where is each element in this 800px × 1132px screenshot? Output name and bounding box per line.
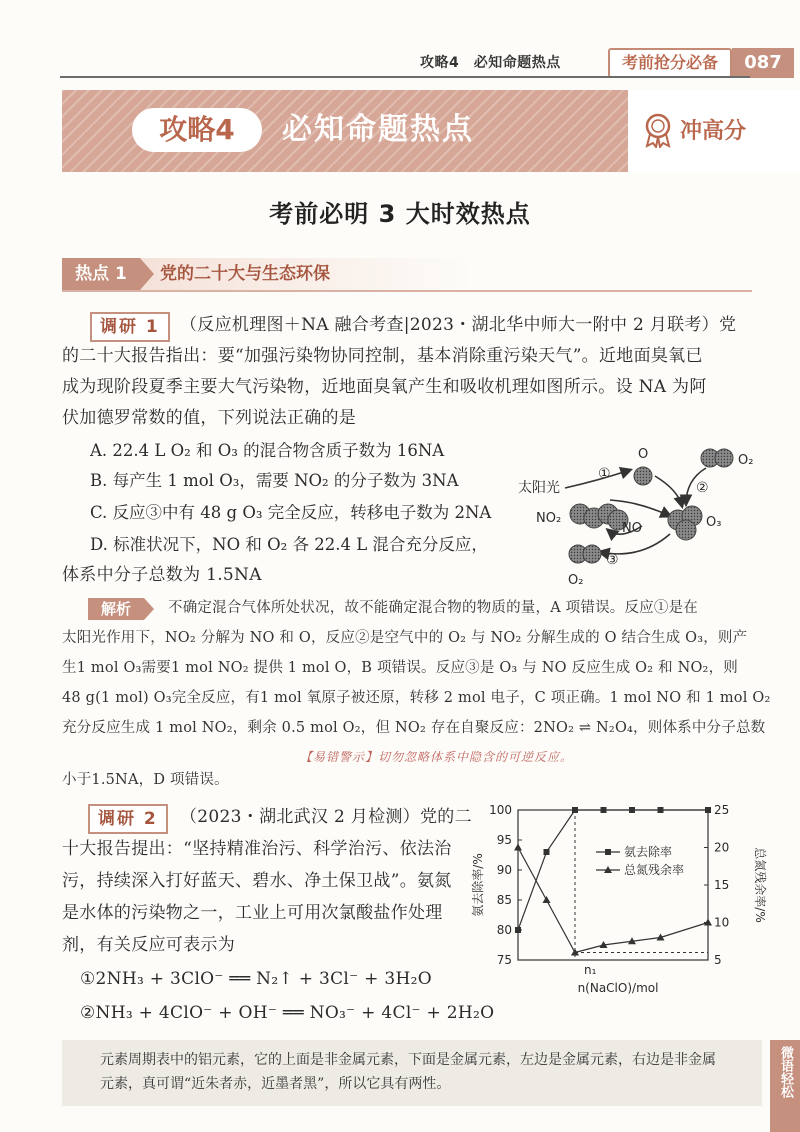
legend-square-marker [605, 849, 611, 855]
oxygen-atom-icon [634, 467, 652, 485]
x-axis-label: n(NaClO)/mol [577, 981, 659, 995]
square-marker [601, 807, 607, 813]
reaction-mechanism-diagram [510, 440, 770, 590]
chevron-right-icon [144, 598, 154, 620]
no-label: NO [622, 521, 642, 536]
question-2-line: 剂，有关反应可表示为 [62, 935, 235, 955]
page-number: 087 [732, 48, 794, 78]
header-chapter-title: 攻略4 必知命题热点 [420, 55, 561, 71]
analysis-line: 生1 mol O₃需要1 mol NO₂ 提供 1 mol O，B 项错误。反应③是 O₃ 与 NO 反应生成 O₂ 和 NO₂，则 [62, 660, 738, 676]
question-2-line: 十大报告提出：“坚持精准治污、科学治污、依法治 [62, 839, 452, 859]
step-3-label: ③ [606, 552, 619, 568]
section-title: 考前必明 3 大时效热点 [269, 200, 531, 228]
left-tick-label: 85 [496, 893, 512, 907]
chapter-badge [628, 90, 800, 172]
hotspot-label: 热点 1 [62, 258, 140, 290]
o2-top-label: O₂ [738, 453, 754, 468]
left-axis-label: 氨去除率/% [471, 853, 485, 917]
question-1-line: 的二十大报告指出：要“加强污染物协同控制，基本消除重污染天气”。近地面臭氧已 [62, 346, 703, 366]
question-1-line: 成为现阶段夏季主要大气污染物，近地面臭氧产生和吸收机理如图所示。设 NA 为阿 [62, 377, 707, 397]
header-series-label: 考前抢分必备 [608, 48, 732, 78]
series-lines [514, 807, 712, 956]
left-tick-label: 75 [496, 953, 512, 967]
square-marker [658, 807, 664, 813]
legend-entry: 氨去除率 [624, 845, 673, 859]
equation-1: ①2NH₃ + 3ClO⁻ ══ N₂↑ + 3Cl⁻ + 3H₂O [80, 969, 432, 989]
o-atom-label: O [638, 447, 649, 462]
o2-bottom-label: O₂ [568, 573, 584, 588]
right-tick-label: 5 [714, 953, 722, 967]
square-marker [515, 927, 521, 933]
question-1-tag: 调研 1 [90, 312, 170, 342]
no2-label: NO₂ [536, 511, 562, 526]
question-2-line: 污，持续深入打好蓝天、碧水、净土保卫战”。氨氮 [62, 871, 452, 891]
left-tick-label: 90 [496, 863, 512, 877]
left-axis-ticks [489, 803, 522, 967]
triangle-marker [514, 844, 522, 851]
legend-entry: 总氮残余率 [624, 863, 685, 877]
ammonia-removal-chart [468, 800, 768, 1000]
header-divider [60, 76, 750, 78]
analysis-line: 不确定混合气体所处状况，故不能确定混合物的物质的量，A 项错误。反应①是在 [168, 600, 698, 616]
option-d: D. 标准状况下，NO 和 O₂ 各 22.4 L 混合充分反应， [90, 535, 488, 554]
chapter-title: 必知命题热点 [282, 112, 474, 147]
analysis-line: 充分反应生成 1 mol NO₂，剩余 0.5 mol O₂，但 NO₂ 存在自聚反应：2NO₂ ⇌ N₂O₄，则体系中分子总数 [62, 720, 766, 736]
option-c: C. 反应③中有 48 g O₃ 完全反应，转移电子数为 2NA [90, 503, 492, 522]
square-marker [705, 807, 711, 813]
award-icon [640, 112, 676, 148]
hotspot-bar [62, 258, 752, 292]
analysis-label: 解析 [88, 598, 144, 620]
triangle-marker [543, 896, 551, 903]
right-tick-label: 25 [714, 803, 730, 817]
equation-2: ②NH₃ + 4ClO⁻ + OH⁻ ══ NO₃⁻ + 4Cl⁻ + 2H₂O [80, 1003, 495, 1023]
question-2-tag: 调研 2 [88, 804, 168, 834]
option-a: A. 22.4 L O₂ 和 O₃ 的混合物含质子数为 16NA [90, 441, 445, 460]
right-tick-label: 15 [714, 878, 730, 892]
running-header [0, 0, 800, 90]
guide-lines [518, 810, 708, 960]
step-1-label: ① [598, 466, 611, 482]
question-2-line: （2023・湖北武汉 2 月检测）党的二 [180, 807, 472, 827]
analysis-line: 小于1.5NA，D 项错误。 [62, 772, 229, 788]
right-tick-label: 20 [714, 840, 730, 855]
right-tick-label: 10 [714, 915, 730, 930]
error-warning-note: 【易错警示】切勿忽略体系中隐含的可逆反应。 [300, 750, 574, 764]
o3-label: O₃ [706, 515, 722, 530]
chevron-right-icon [140, 258, 154, 290]
left-tick-label: 100 [489, 803, 512, 817]
square-marker [572, 807, 578, 813]
footer-note: 元素周期表中的铝元素，它的上面是非金属元素，下面是金属元素，左边是金属元素，右边是非金属元素，真可谓“近朱者赤，近墨者黑”，所以它具有两性。 [100, 1052, 716, 1092]
right-axis-label: 总氮残余率/% [753, 847, 767, 923]
option-b: B. 每产生 1 mol O₃，需要 NO₂ 的分子数为 3NA [90, 471, 459, 490]
sunlight-label: 太阳光 [518, 480, 560, 496]
analysis-line: 48 g(1 mol) O₃完全反应，有1 mol 氧原子被还原，转移 2 mol 电子，C 项正确。1 mol NO 和 1 mol O₂ [62, 690, 771, 706]
step-2-label: ② [696, 480, 709, 496]
left-tick-label: 80 [496, 923, 512, 937]
x-tick-label: n₁ [584, 963, 597, 977]
hotspot-title: 党的二十大与生态环保 [160, 264, 330, 284]
question-1-line: （反应机理图＋NA 融合考查|2023・湖北华中师大一附中 2 月联考）党 [180, 315, 737, 335]
plot-frame [518, 810, 708, 960]
square-marker [544, 849, 550, 855]
left-tick-label: 95 [496, 833, 512, 847]
square-marker [629, 807, 635, 813]
option-d-continued: 体系中分子总数为 1.5NA [62, 565, 262, 585]
question-2-line: 是水体的污染物之一，工业上可用次氯酸盐作处理 [62, 903, 443, 923]
badge-label: 冲高分 [680, 119, 747, 144]
chapter-number: 攻略4 [132, 108, 262, 152]
chart-legend [596, 844, 684, 877]
question-1-line: 伏加德罗常数的值，下列说法正确的是 [62, 408, 357, 428]
analysis-line: 太阳光作用下，NO₂ 分解为 NO 和 O，反应②是空气中的 O₂ 与 NO₂ 分解生成的 O 结合生成 O₃，则产 [62, 630, 748, 646]
footer-tab-label: 微语轻松 [778, 1046, 793, 1098]
